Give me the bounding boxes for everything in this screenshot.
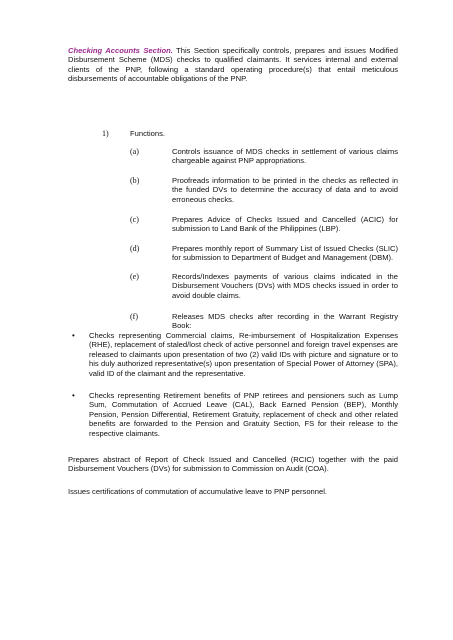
item-text: Prepares Advice of Checks Issued and Cancelled (ACIC) for submission to Land Bank of the Philippines (LBP). xyxy=(172,215,398,234)
bullet-dot-icon: • xyxy=(72,391,75,400)
intro-paragraph xyxy=(68,46,398,84)
item-text: Proofreads information to be printed in the checks as reflected in the funded DVs to determine the accuracy of data and to avoid erroneous checks. xyxy=(172,176,398,204)
item-letter: (e) xyxy=(130,272,139,281)
item-letter: (a) xyxy=(130,147,139,156)
bullet-text: Checks representing Commercial claims, Re-imbursement of Hospitalization Expenses (RHE), replacement of staled/lost check of active personnel and foreign travel expenses are released to claimants upon presentation of two (2) valid IDs with picture and signature or to his duly authorized representative(s) upon presentation of Special Power of Attorney (SPA), valid ID of the claimant and the representative. xyxy=(89,331,398,378)
item-letter: (b) xyxy=(130,176,140,185)
intro-body: This Section specifically controls, prepares and issues Modified Disbursement Scheme (MDS) checks to qualified claimants. It services internal and external clients of the PNP, following a standard operating procedure(s) that entail meticulous disbursements of accountable obligations of the PNP. xyxy=(68,46,398,84)
functions-number: 1) xyxy=(102,129,109,138)
item-text: Releases MDS checks after recording in the Warrant Registry Book: xyxy=(172,312,398,331)
bullet-text: Checks representing Retirement benefits of PNP retirees and pensioners such as Lump Sum, Commutation of Accrued Leave (CAL), Back Earned Pension (BEP), Monthly Pension, Pension Differential, Retirement Gratuity, replacement of check and other related benefits are forwarded to the Pension and Gratuity Section, FS for their release to the respective claimants. xyxy=(89,391,398,438)
item-letter: (d) xyxy=(130,244,140,253)
item-text: Controls issuance of MDS checks in settlement of various claims chargeable against PNP appropriations. xyxy=(172,147,398,166)
item-letter: (c) xyxy=(130,215,139,224)
closing-paragraph: Prepares abstract of Report of Check Issued and Cancelled (RCIC) together with the paid Disbursement Vouchers (DVs) for submission to Commission on Audit (COA). xyxy=(68,455,398,474)
item-text: Prepares monthly report of Summary List of Issued Checks (SLIC) for submission to Department of Budget and Management (DBM). xyxy=(172,244,398,263)
item-text: Records/Indexes payments of various claims indicated in the Disbursement Vouchers (DVs) with MDS checks issued in order to avoid double claims. xyxy=(172,272,398,300)
closing-paragraph: Issues certifications of commutation of accumulative leave to PNP personnel. xyxy=(68,487,328,496)
bullet-dot-icon: • xyxy=(72,331,75,340)
item-letter: (f) xyxy=(130,312,138,321)
section-heading: Checking Accounts Section. xyxy=(68,46,173,55)
functions-label: Functions. xyxy=(130,129,166,138)
